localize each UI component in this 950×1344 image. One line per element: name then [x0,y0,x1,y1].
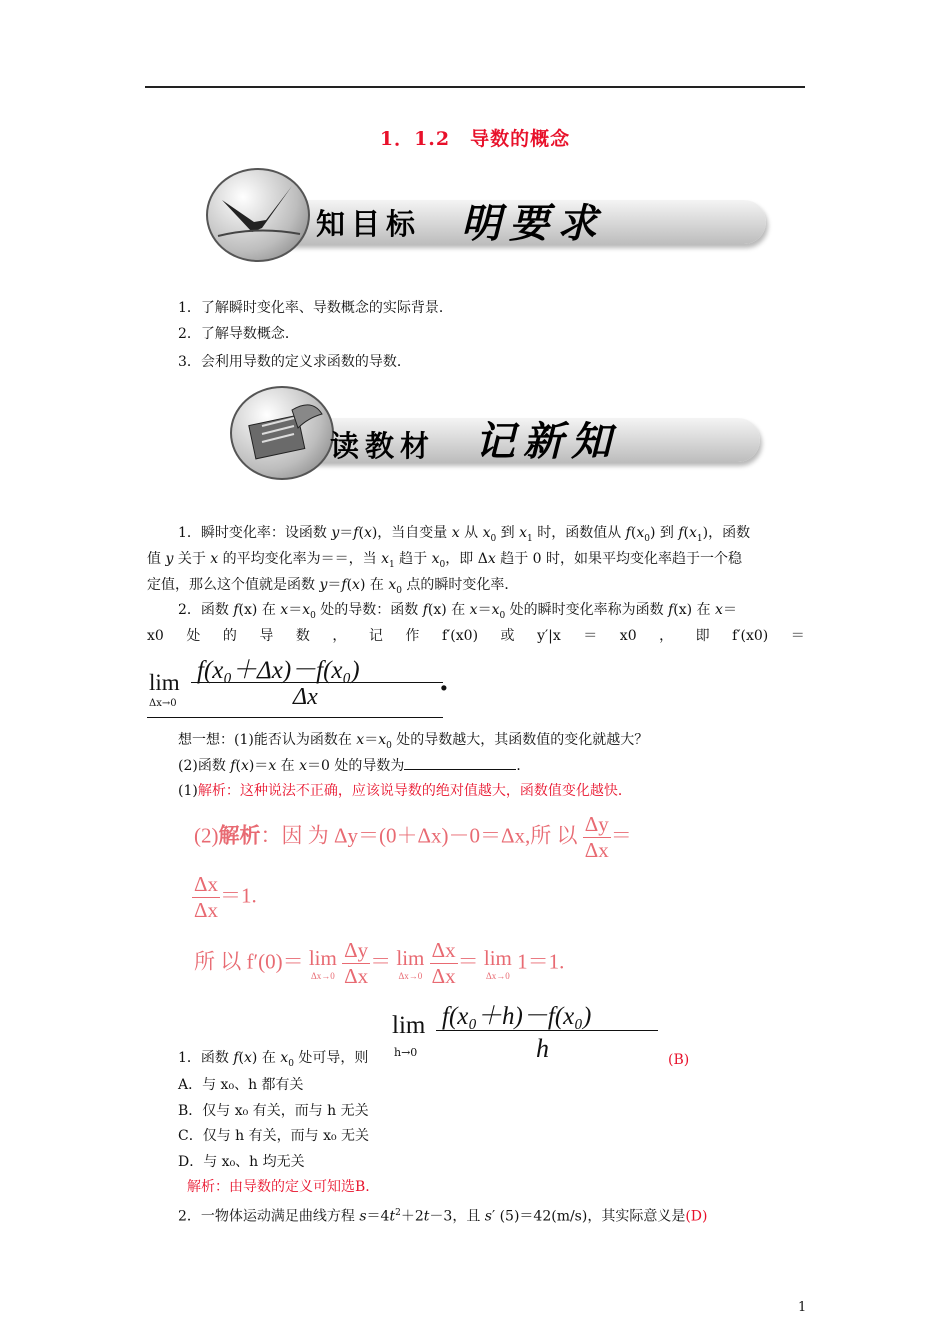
banner-label-1: 读教材 [330,429,436,463]
banner-label-2: 记新知 [475,418,619,465]
formula-denominator: h [536,1034,549,1063]
formula-denominator: Δx [293,684,318,710]
para2-line1: 2．函数 f(x) 在 $x=x_0$ 处的导数：函数 f(x) 在 $x=x_0$ 处的瞬时变化率称为函数 f(x) 在 x＝ [178,602,737,621]
lim-subscript: h→0 [394,1046,418,1059]
answer-2-line2: $\frac{\Delta x}{\Delta x}$ ＝1. [194,872,257,922]
bird-icon [206,168,310,262]
section-title: 1．1.2 导数的概念 [379,128,571,150]
answer-2-line1: (2)解析：因 为 Δy＝(0＋Δx)－0＝Δx,所 以 $\frac{\Delta y}{\Delta x}$ ＝ [194,812,632,862]
fraction-bar [191,682,443,683]
goal-3: 3．会利用导数的定义求函数的导数． [178,354,411,370]
formula-underline [147,717,443,718]
banner-label-2: 明要求 [461,200,605,247]
fraction-bar [436,1030,658,1031]
formula-numerator: f(x₀＋Δx)－f(x₀) [197,657,360,684]
lim-symbol: lim [149,670,180,695]
answer-1: (1)解析：这种说法不正确，应该说导数的绝对值越大，函数值变化越快． [178,783,632,799]
question-1-solution: 解析：由导数的定义可知选B. [187,1179,370,1195]
answer-2-line3: 所 以 f′(0)＝ lim Δx→0 $\frac{\Delta y}{\Delta x}$ ＝ lim Δx→0 $\frac{\Delta x}{\Delta x}$ ＝ lim Δx→0 1＝1. [194,938,565,988]
answer-blank [404,769,516,770]
lim-subscript: Δx→0 [149,698,177,709]
formula-numerator: f(x₀＋h)－f(x₀) [442,1003,592,1030]
option-b: B．仅与 x₀ 有关，而与 h 无关 [178,1103,369,1119]
goal-2: 2．了解导数概念． [178,326,299,342]
banner-goals [206,166,766,260]
think-q1: 想一想：(1)能否认为函数在 $x=x_0$ 处的导数越大，其函数值的变化就越大？ [178,732,649,751]
limit-formula [392,996,662,1066]
lim-symbol: lim [392,1012,426,1039]
para1-line3: 定值，那么这个值就是函数 y＝f(x) 在 $x_0$ 点的瞬时变化率． [147,577,519,596]
para1-line1: 1．瞬时变化率：设函数 y＝f(x)，当自变量 x 从 $x_0$ 到 $x_1$ 时，函数值从 $f(x_0)$ 到 $f(x_1)$，函数 [178,525,751,544]
option-a: A．与 x₀、h 都有关 [178,1077,304,1093]
option-d: D．与 x₀、h 均无关 [178,1154,305,1170]
top-rule [145,86,805,88]
derivative-formula [147,648,447,720]
question-1: 1．函数 f(x) 在 $x_0$ 处可导，则 [178,1050,369,1069]
page-number: 1 [798,1300,807,1315]
banner-reading [230,384,760,478]
para2-line2: x0 处 的 导 数 ， 记 作 f′(x0) 或 y′|x ＝ x0 ， 即 f′(x0) ＝ [147,628,805,644]
goal-1: 1．了解瞬时变化率、导数概念的实际背景． [178,300,453,316]
formula-period: . [439,664,449,697]
para1-line2: 值 y 关于 x 的平均变化率为＝＝，当 $x_1$ 趋于 $x_0$，即 Δx 趋于 0 时，如果平均变化率趋于一个稳 [147,551,743,570]
question-2: 2．一物体运动满足曲线方程 $s=4t^2+2t-3$，且 s′ (5)＝42(m/s)，其实际意义是(D) [178,1208,708,1225]
banner-label-1: 知目标 [316,207,422,241]
think-q2: (2)函数 f(x)＝x 在 x＝0 处的导数为 ． [178,758,531,774]
option-c: C．仅与 h 有关，而与 x₀ 无关 [178,1128,370,1144]
question-1-answer: (B) [668,1052,690,1068]
book-icon [230,386,334,480]
